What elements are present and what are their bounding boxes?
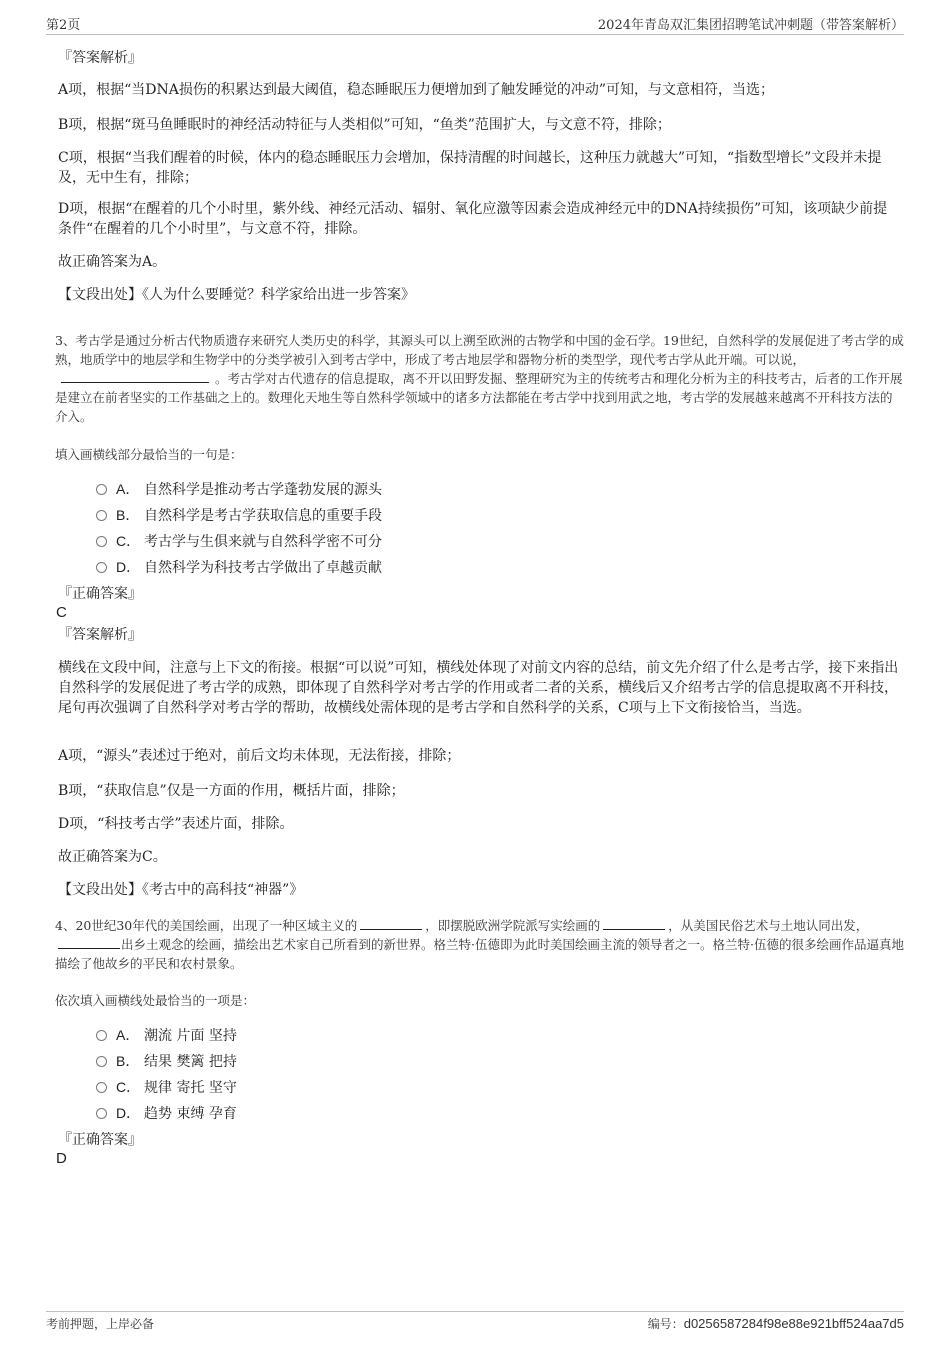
q3-option-c[interactable]: C． 考古学与生俱来就与自然科学密不可分 (96, 531, 382, 552)
q3-analysis-a: A项，“源头”表述过于绝对，前后文均未体现，无法衔接，排除； (58, 748, 461, 764)
q4-blank-1 (360, 917, 422, 930)
q3-correct-label: 『正确答案』 (58, 586, 142, 602)
page-number: 第2页 (46, 18, 81, 33)
q2-analysis-b: B项，根据“斑马鱼睡眠时的神经活动特征与人类相似”可知，“鱼类”范围扩大，与文意不符，排除； (58, 117, 671, 133)
q3-option-d[interactable]: D． 自然科学为科技考古学做出了卓越贡献 (96, 557, 382, 578)
q3-analysis-label: 『答案解析』 (58, 627, 142, 643)
q2-conclusion: 故正确答案为A。 (58, 254, 167, 270)
page-footer (46, 1311, 904, 1335)
q2-source: 【文段出处】《人为什么要睡觉？科学家给出进一步答案》 (58, 287, 415, 303)
radio-icon[interactable] (96, 536, 107, 547)
q3-analysis-d: D项，“科技考古学”表述片面，排除。 (58, 816, 294, 832)
q2-analysis-label: 『答案解析』 (58, 50, 142, 66)
document-code: 编号：d0256587284f98e88e921bff524aa7d5 (647, 1316, 904, 1331)
q3-option-b[interactable]: B． 自然科学是考古学获取信息的重要手段 (96, 505, 382, 526)
q3-prompt: 填入画横线部分最恰当的一句是： (55, 447, 243, 462)
radio-icon[interactable] (96, 484, 107, 495)
q4-option-d[interactable]: D． 趋势 束缚 孕育 (96, 1103, 237, 1124)
q4-correct-label: 『正确答案』 (58, 1132, 142, 1148)
radio-icon[interactable] (96, 1056, 107, 1067)
q3-analysis-b: B项，“获取信息”仅是一方面的作用，概括片面，排除； (58, 783, 405, 799)
radio-icon[interactable] (96, 1030, 107, 1041)
radio-icon[interactable] (96, 562, 107, 573)
q4-prompt: 依次填入画横线处最恰当的一项是： (55, 993, 256, 1008)
q3-analysis-main: 横线在文段中间，注意与上下文的衔接。根据“可以说”可知，横线处体现了对前文内容的总结，前文先介绍了什么是考古学，接下来指出自然科学的发展促进了考古学的成熟，即体现了自然科学对考古学的作用或者二者的关系，横线后又介绍考古学的信息提取离不开科技，尾句再次强调了自然科学对考古学的帮助，故横线处需体现的是考古学和自然科学的关系，C项与上下文衔接恰当，当选。 (58, 660, 899, 716)
q3-conclusion: 故正确答案为C。 (58, 849, 167, 865)
q3-correct-answer: C (56, 604, 67, 621)
q4-correct-answer: D (56, 1150, 67, 1167)
q3-source: 【文段出处】《考古中的高科技“神器”》 (58, 882, 304, 898)
document-title: 2024年青岛双汇集团招聘笔试冲刺题（带答案解析） (597, 18, 904, 33)
q4-option-c[interactable]: C． 规律 寄托 坚守 (96, 1077, 237, 1098)
footer-slogan: 考前押题，上岸必备 (46, 1317, 155, 1331)
radio-icon[interactable] (96, 510, 107, 521)
q4-option-b[interactable]: B． 结果 樊篱 把持 (96, 1051, 237, 1072)
q4-option-a[interactable]: A． 潮流 片面 坚持 (96, 1025, 237, 1046)
page-header (46, 14, 904, 35)
q3-question-text: 3、考古学是通过分析古代物质遗存来研究人类历史的科学，其源头可以上溯至欧洲的古物学和中国的金石学。19世纪，自然科学的发展促进了考古学的成熟，地质学中的地层学和生物学中的分类学被引入到考古学中，形成了考古地层学和器物分析的类型学，现代考古学从此开端。可以说，。考古学对古代遗存的信息提取，离不开以田野发掘、整理研究为主的传统考古和理化分析为主的科技考古，后者的工作开展是建立在前者坚实的工作基础之上的。数理化天地生等自然科学领域中的诸多方法都能在考古学中找到用武之地，考古学的发展越来越离不开科技方法的介入。 (55, 333, 904, 424)
q2-analysis-c: C项，根据“当我们醒着的时候，体内的稳态睡眠压力会增加，保持清醒的时间越长，这种压力就越大”可知，“指数型增长”文段并未提及，无中生有，排除； (58, 150, 882, 186)
q2-analysis-a: A项，根据“当DNA损伤的积累达到最大阈值，稳态睡眠压力便增加到了触发睡觉的冲动”可知，与文意相符，当选； (58, 82, 775, 98)
q2-analysis-d: D项，根据“在醒着的几个小时里，紫外线、神经元活动、辐射、氧化应激等因素会造成神经元中的DNA持续损伤”可知，该项缺少前提条件“在醒着的几个小时里”，与文意不符，排除。 (58, 201, 888, 237)
q4-question-text: 4、20世纪30年代的美国绘画，出现了一种区域主义的 ，即摆脱欧洲学院派写实绘画的 ，从美国民俗艺术与土地认同出发，出乡土观念的绘画，描绘出艺术家自己所看到的新世界。格兰特·伍德即为此时美国绘画主流的领导者之一。格兰特·伍德的很多绘画作品逼真地描绘了他故乡的平民和农村景象。 (55, 918, 904, 971)
radio-icon[interactable] (96, 1108, 107, 1119)
q3-option-a[interactable]: A． 自然科学是推动考古学蓬勃发展的源头 (96, 479, 382, 500)
q3-blank (61, 370, 209, 383)
q4-blank-2 (603, 917, 665, 930)
radio-icon[interactable] (96, 1082, 107, 1093)
q4-blank-3 (58, 936, 120, 949)
